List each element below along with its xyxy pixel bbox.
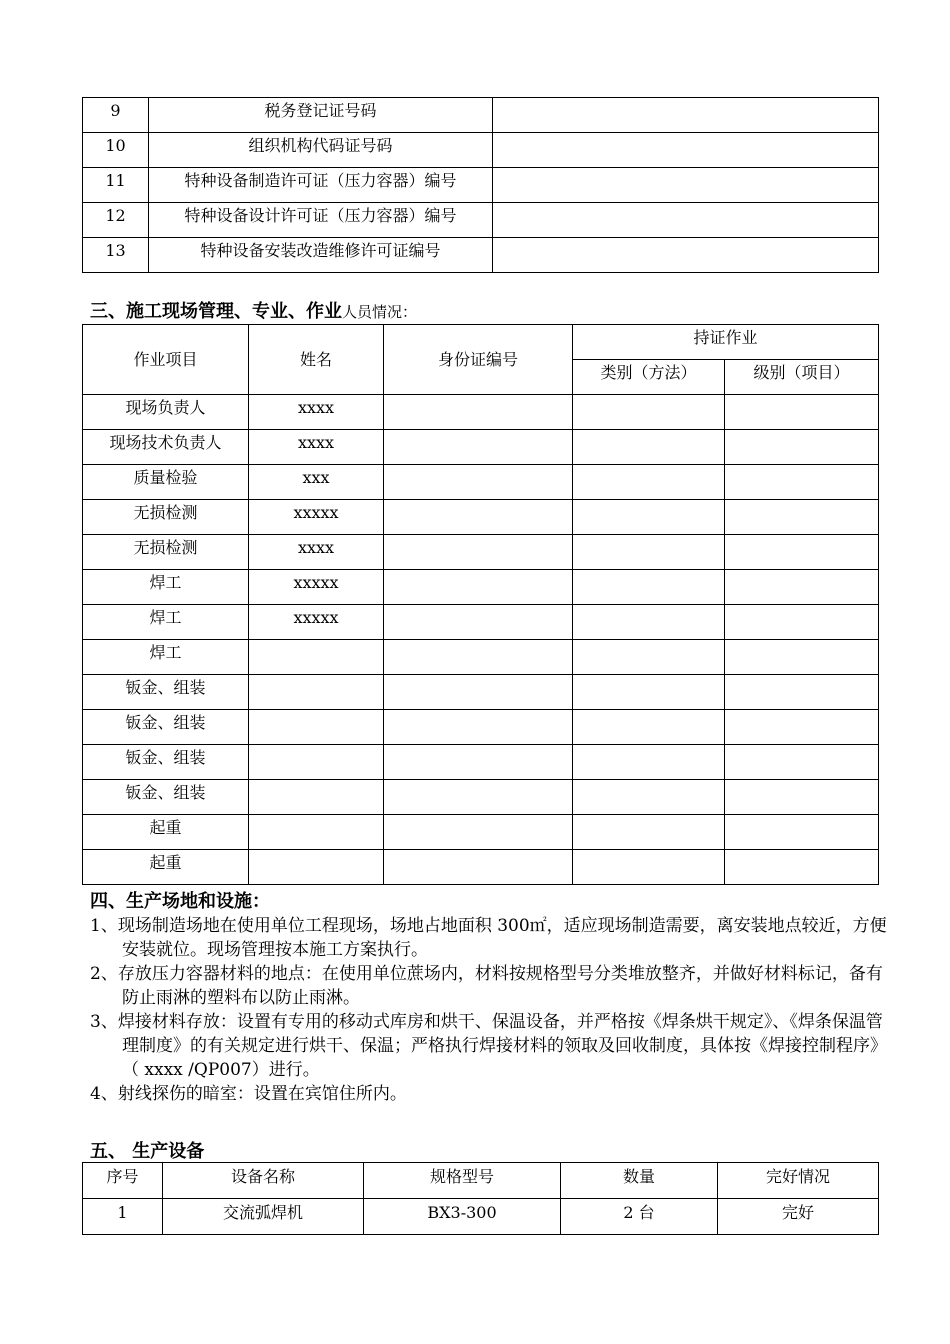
staff-id-cell <box>384 570 573 605</box>
staff-item-cell: 钣金、组装 <box>83 745 249 780</box>
equipment-name-cell: 交流弧焊机 <box>163 1199 364 1235</box>
staff-id-cell <box>384 675 573 710</box>
staff-name-cell <box>249 710 384 745</box>
license-no-cell: 10 <box>83 133 149 168</box>
equipment-condition-cell: 完好 <box>718 1199 879 1235</box>
staff-item-cell: 无损检测 <box>83 500 249 535</box>
staff-name-cell: xxx <box>249 465 384 500</box>
table-row <box>83 238 879 273</box>
table-row <box>83 815 879 850</box>
table-row <box>83 850 879 885</box>
header-condition: 完好情况 <box>718 1163 879 1199</box>
staff-name-cell: xxxxx <box>249 605 384 640</box>
staff-category-cell <box>573 815 725 850</box>
license-item-cell: 税务登记证号码 <box>149 98 493 133</box>
table-row <box>83 430 879 465</box>
license-no-cell: 9 <box>83 98 149 133</box>
table-row <box>83 675 879 710</box>
staff-category-cell <box>573 605 725 640</box>
table-row <box>83 98 879 133</box>
header-category: 类别（方法） <box>573 360 725 395</box>
license-value-cell <box>493 238 879 273</box>
staff-name-cell <box>249 815 384 850</box>
staff-name-cell <box>249 745 384 780</box>
staff-name-cell: xxxx <box>249 535 384 570</box>
header-level: 级别（项目） <box>725 360 879 395</box>
staff-category-cell <box>573 710 725 745</box>
license-item-cell: 组织机构代码证号码 <box>149 133 493 168</box>
staff-category-cell <box>573 535 725 570</box>
staff-id-cell <box>384 605 573 640</box>
staff-name-cell: xxxxx <box>249 570 384 605</box>
staff-id-cell <box>384 535 573 570</box>
staff-level-cell <box>725 465 879 500</box>
staff-item-cell: 钣金、组装 <box>83 780 249 815</box>
staff-item-cell: 现场负责人 <box>83 395 249 430</box>
staff-level-cell <box>725 780 879 815</box>
section4-paragraph: 2、存放压力容器材料的地点：在使用单位蔗场内，材料按规格型号分类堆放整齐，并做好材料标记，备有防止雨淋的塑料布以防止雨淋。 <box>90 964 883 1008</box>
table-row <box>83 570 879 605</box>
staff-id-cell <box>384 780 573 815</box>
table-row <box>83 780 879 815</box>
staff-id-cell <box>384 395 573 430</box>
table-row <box>83 465 879 500</box>
header-model: 规格型号 <box>364 1163 561 1199</box>
license-value-cell <box>493 168 879 203</box>
staff-category-cell <box>573 675 725 710</box>
staff-id-cell <box>384 850 573 885</box>
staff-category-cell <box>573 780 725 815</box>
license-item-cell: 特种设备安装改造维修许可证编号 <box>149 238 493 273</box>
staff-category-cell <box>573 570 725 605</box>
section4-body <box>90 914 890 1106</box>
license-value-cell <box>493 133 879 168</box>
staff-item-cell: 质量检验 <box>83 465 249 500</box>
staff-level-cell <box>725 395 879 430</box>
header-item: 作业项目 <box>83 325 249 395</box>
staff-item-cell: 焊工 <box>83 605 249 640</box>
staff-level-cell <box>725 850 879 885</box>
staff-level-cell <box>725 535 879 570</box>
staff-level-cell <box>725 500 879 535</box>
table-row <box>83 605 879 640</box>
table-row <box>83 395 879 430</box>
staff-category-cell <box>573 500 725 535</box>
table-row <box>83 168 879 203</box>
equipment-table <box>82 1162 879 1235</box>
equipment-header-row <box>83 1163 879 1199</box>
staff-category-cell <box>573 850 725 885</box>
table-row <box>83 1199 879 1235</box>
header-qty: 数量 <box>561 1163 718 1199</box>
license-no-cell: 11 <box>83 168 149 203</box>
header-id: 身份证编号 <box>384 325 573 395</box>
header-equipment-name: 设备名称 <box>163 1163 364 1199</box>
staff-item-cell: 钣金、组装 <box>83 675 249 710</box>
staff-category-cell <box>573 640 725 675</box>
staff-name-cell <box>249 850 384 885</box>
table-row <box>83 745 879 780</box>
license-table <box>82 97 879 273</box>
staff-name-cell <box>249 675 384 710</box>
section3-title-normal: 人员情况： <box>342 303 418 321</box>
staff-level-cell <box>725 745 879 780</box>
section3-title-bold: 三、施工现场管理、专业、作业 <box>90 301 342 322</box>
section4-title: 四、生产场地和设施： <box>90 891 270 912</box>
staff-id-cell <box>384 430 573 465</box>
section3-heading <box>90 300 417 324</box>
table-row <box>83 500 879 535</box>
staff-category-cell <box>573 745 725 780</box>
staff-item-cell: 无损检测 <box>83 535 249 570</box>
section4-paragraph: 4、射线探伤的暗室：设置在宾馆住所内。 <box>90 1084 407 1104</box>
staff-level-cell <box>725 710 879 745</box>
staff-name-cell <box>249 640 384 675</box>
staff-id-cell <box>384 640 573 675</box>
equipment-qty-cell: 2 台 <box>561 1199 718 1235</box>
staff-item-cell: 起重 <box>83 815 249 850</box>
staff-item-cell: 焊工 <box>83 640 249 675</box>
section5-title: 五、 生产设备 <box>90 1141 205 1162</box>
staff-category-cell <box>573 465 725 500</box>
staff-table <box>82 324 879 885</box>
staff-id-cell <box>384 500 573 535</box>
staff-level-cell <box>725 605 879 640</box>
section4-paragraph: 3、焊接材料存放：设置有专用的移动式库房和烘干、保温设备，并严格按《焊条烘干规定》、《焊条保温管理制度》的有关规定进行烘干、保温；严格执行焊接材料的领取及回收制度，具体按《焊接控制程序》（ xxxx /QP007）进行。 <box>90 1012 887 1080</box>
header-name: 姓名 <box>249 325 384 395</box>
license-value-cell <box>493 203 879 238</box>
staff-item-cell: 钣金、组装 <box>83 710 249 745</box>
table-row <box>83 203 879 238</box>
staff-item-cell: 起重 <box>83 850 249 885</box>
staff-level-cell <box>725 430 879 465</box>
license-item-cell: 特种设备制造许可证（压力容器）编号 <box>149 168 493 203</box>
staff-name-cell: xxxx <box>249 395 384 430</box>
license-value-cell <box>493 98 879 133</box>
table-row <box>83 133 879 168</box>
equipment-no-cell: 1 <box>83 1199 163 1235</box>
header-no: 序号 <box>83 1163 163 1199</box>
staff-id-cell <box>384 815 573 850</box>
equipment-model-cell: BX3-300 <box>364 1199 561 1235</box>
table-row <box>83 535 879 570</box>
staff-item-cell: 现场技术负责人 <box>83 430 249 465</box>
staff-level-cell <box>725 640 879 675</box>
table-row <box>83 640 879 675</box>
license-no-cell: 13 <box>83 238 149 273</box>
staff-category-cell <box>573 430 725 465</box>
staff-id-cell <box>384 710 573 745</box>
staff-name-cell: xxxx <box>249 430 384 465</box>
staff-level-cell <box>725 570 879 605</box>
staff-id-cell <box>384 465 573 500</box>
staff-id-cell <box>384 745 573 780</box>
header-cert: 持证作业 <box>573 325 879 360</box>
license-item-cell: 特种设备设计许可证（压力容器）编号 <box>149 203 493 238</box>
license-no-cell: 12 <box>83 203 149 238</box>
staff-item-cell: 焊工 <box>83 570 249 605</box>
staff-level-cell <box>725 675 879 710</box>
staff-category-cell <box>573 395 725 430</box>
staff-name-cell <box>249 780 384 815</box>
staff-level-cell <box>725 815 879 850</box>
section4-paragraph: 1、现场制造场地在使用单位工程现场，场地占地面积 300㎡，适应现场制造需要，离安装地点较近，方便安装就位。现场管理按本施工方案执行。 <box>90 916 887 960</box>
staff-name-cell: xxxxx <box>249 500 384 535</box>
staff-header-row <box>83 325 879 360</box>
table-row <box>83 710 879 745</box>
